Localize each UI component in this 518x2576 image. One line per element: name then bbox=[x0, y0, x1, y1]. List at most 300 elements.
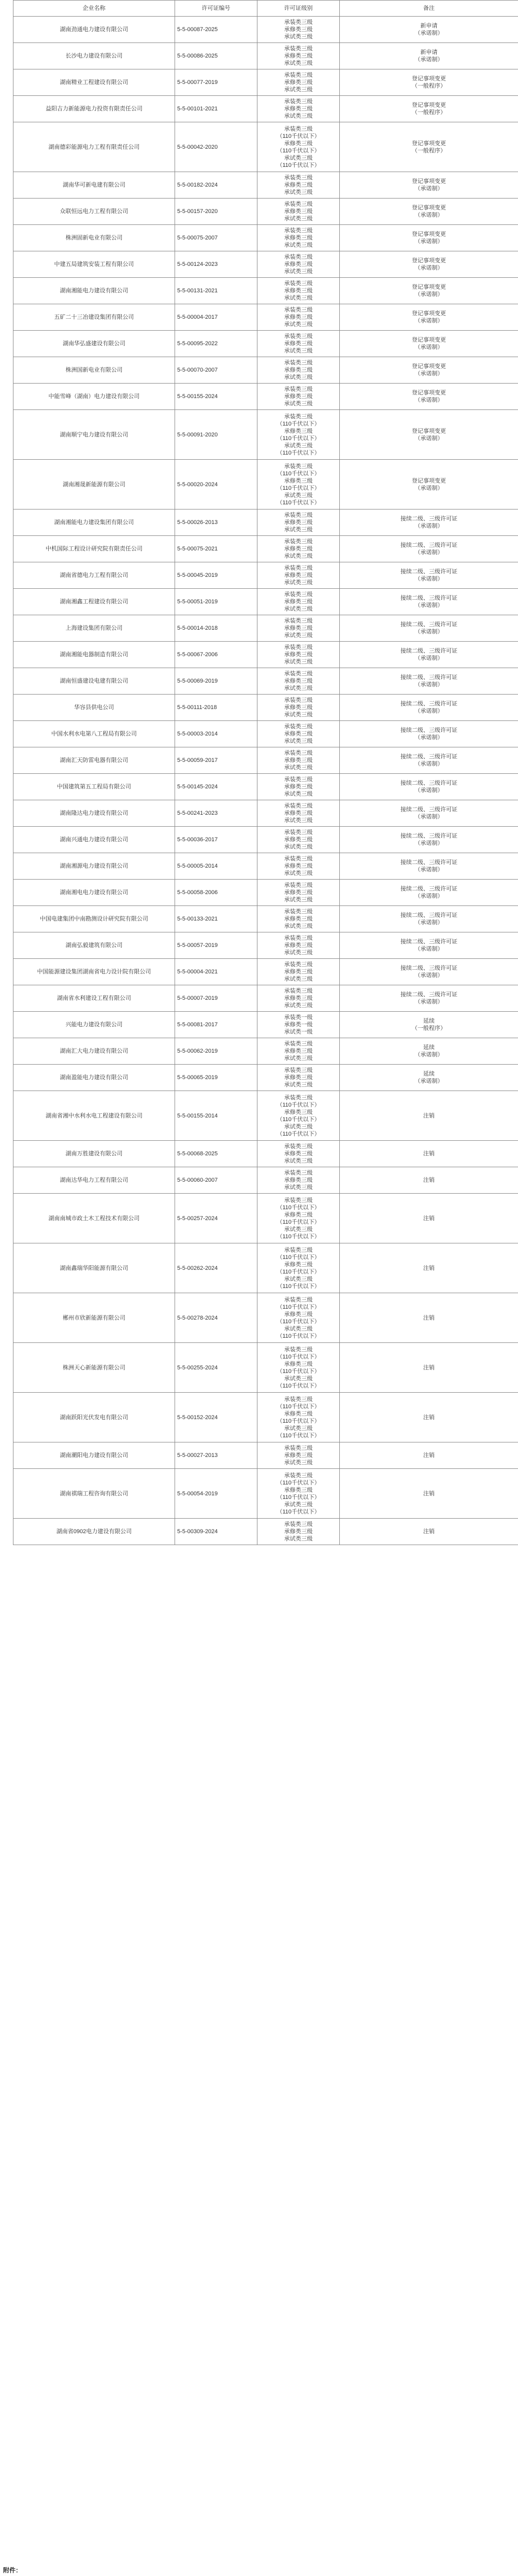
permit-level-line: 承试类三级 bbox=[284, 321, 313, 328]
header-company-name: 企业名称 bbox=[13, 1, 175, 17]
permit-number-cell: 5-5-00051-2019 bbox=[175, 589, 257, 615]
company-name-cell: 华容县供电公司 bbox=[13, 695, 175, 721]
permit-level-line: 承装类三级 bbox=[284, 175, 313, 181]
permit-number-cell: 5-5-00091-2020 bbox=[175, 410, 257, 460]
permit-number-cell: 5-5-00309-2024 bbox=[175, 1519, 257, 1545]
table-row bbox=[13, 1469, 518, 1519]
permit-level-line: 承试类三级 bbox=[284, 1184, 313, 1191]
company-name-cell: 兴能电力建设有限公司 bbox=[13, 1012, 175, 1038]
remarks-cell bbox=[340, 1167, 518, 1194]
remarks-cell bbox=[340, 331, 518, 357]
table-row bbox=[13, 536, 518, 562]
permit-level-cell bbox=[257, 357, 340, 384]
permit-level-line: 承试类三级 bbox=[284, 923, 313, 929]
permit-level-line: 承试类三级 bbox=[284, 295, 313, 301]
permit-level-line: 承试类三级 bbox=[284, 817, 313, 824]
company-name-cell: 湖南潮阳电力建设有限公司 bbox=[13, 1442, 175, 1469]
permit-level-line: 承装类三级 bbox=[284, 776, 313, 783]
table-row bbox=[13, 695, 518, 721]
permit-level-line: 承修类三级 bbox=[284, 314, 313, 320]
permit-level-line: 承装类三级 bbox=[284, 829, 313, 836]
permit-level-line: 承装类三级 bbox=[284, 386, 313, 392]
permit-level-cell bbox=[257, 384, 340, 410]
permit-level-line: 承试类三级 bbox=[284, 60, 313, 66]
remarks-line: 接续二级、三级许可证 bbox=[400, 674, 457, 681]
permit-level-line: 承装类三级 bbox=[284, 856, 313, 862]
remarks-line: 登记事项变更 bbox=[412, 178, 446, 185]
remarks-line: 登记事项变更 bbox=[412, 140, 446, 147]
remarks-cell bbox=[340, 1038, 518, 1065]
permit-level-cell bbox=[257, 615, 340, 642]
permit-number-cell: 5-5-00070-2007 bbox=[175, 357, 257, 384]
permit-level-line: 承试类三级 bbox=[284, 659, 313, 665]
company-name-cell: 长沙电力建设有限公司 bbox=[13, 43, 175, 69]
permit-level-line: 承装类三级 bbox=[284, 201, 313, 207]
permit-level-line: 承试类一级 bbox=[284, 1029, 313, 1035]
permit-number-cell: 5-5-00257-2024 bbox=[175, 1194, 257, 1243]
table-row bbox=[13, 615, 518, 642]
permit-number-cell: 5-5-00058-2006 bbox=[175, 880, 257, 906]
remarks-cell bbox=[340, 410, 518, 460]
remarks-line: （承诺制） bbox=[414, 814, 443, 820]
permit-level-cell bbox=[257, 1442, 340, 1469]
permit-level-line: 承试类三级 bbox=[284, 1276, 313, 1282]
remarks-cell bbox=[340, 1243, 518, 1293]
remarks-cell bbox=[340, 1141, 518, 1167]
permit-level-line: 承试类三级 bbox=[284, 189, 313, 195]
permit-level-line: 承装类三级 bbox=[284, 644, 313, 650]
permit-level-line: （110千伏以下） bbox=[277, 1333, 320, 1339]
permit-level-line: 承修类三级 bbox=[284, 341, 313, 347]
permit-level-line: （110千伏以下） bbox=[277, 1318, 320, 1325]
permit-level-line: 承修类三级 bbox=[284, 140, 313, 147]
permit-level-line: 承装类三级 bbox=[284, 935, 313, 941]
remarks-line: 接续二级、三级许可证 bbox=[400, 780, 457, 786]
permit-level-cell bbox=[257, 747, 340, 774]
remarks-cell bbox=[340, 43, 518, 69]
remarks-cell bbox=[340, 589, 518, 615]
permit-level-line: 承试类三级 bbox=[284, 844, 313, 850]
remarks-cell bbox=[340, 304, 518, 331]
remarks-line: 延续 bbox=[423, 1071, 435, 1077]
table-row bbox=[13, 17, 518, 43]
company-name-cell: 中国能源建设集团湖南省电力设计院有限公司 bbox=[13, 959, 175, 985]
remarks-line: （一般程序） bbox=[412, 147, 446, 154]
company-name-cell: 上海建设集团有限公司 bbox=[13, 615, 175, 642]
permit-level-line: 承试类三级 bbox=[284, 553, 313, 559]
permit-level-cell bbox=[257, 1243, 340, 1293]
permit-level-line: 承装类三级 bbox=[284, 1445, 313, 1451]
permit-level-cell bbox=[257, 1012, 340, 1038]
remarks-cell bbox=[340, 642, 518, 668]
permit-level-line: 承试类三级 bbox=[284, 527, 313, 533]
permit-level-line: 承装类三级 bbox=[284, 413, 313, 420]
remarks-line: （一般程序） bbox=[412, 109, 446, 116]
permit-number-cell: 5-5-00131-2021 bbox=[175, 278, 257, 304]
permit-number-cell: 5-5-00255-2024 bbox=[175, 1343, 257, 1393]
permit-number-cell: 5-5-00004-2017 bbox=[175, 304, 257, 331]
permit-level-cell bbox=[257, 774, 340, 800]
permit-level-line: 承试类三级 bbox=[284, 950, 313, 956]
permit-level-cell bbox=[257, 906, 340, 932]
table-row bbox=[13, 642, 518, 668]
company-name-cell: 湖南华可新电建有限公司 bbox=[13, 172, 175, 199]
permit-number-cell: 5-5-00027-2013 bbox=[175, 1442, 257, 1469]
table-row bbox=[13, 774, 518, 800]
remarks-line: （承诺制） bbox=[414, 946, 443, 952]
company-name-cell: 中能雪峰（湖南）电力建设有限公司 bbox=[13, 384, 175, 410]
table-row bbox=[13, 589, 518, 615]
remarks-line: （一般程序） bbox=[412, 83, 446, 89]
company-name-cell: 湖南鑫瑞华阳能源有限公司 bbox=[13, 1243, 175, 1293]
remarks-line: （承诺制） bbox=[414, 655, 443, 661]
permit-level-cell bbox=[257, 225, 340, 251]
company-name-cell: 湖南省德电力工程有限公司 bbox=[13, 562, 175, 589]
permit-number-cell: 5-5-00155-2014 bbox=[175, 1091, 257, 1141]
remarks-line: （承诺制） bbox=[414, 549, 443, 556]
permit-number-cell: 5-5-00095-2022 bbox=[175, 331, 257, 357]
permit-level-line: 承修类三级 bbox=[284, 863, 313, 869]
permit-level-cell bbox=[257, 959, 340, 985]
remarks-line: （承诺制） bbox=[414, 1078, 443, 1084]
permit-level-line: 承装类三级 bbox=[284, 1472, 313, 1479]
remarks-line: 注销 bbox=[423, 1490, 435, 1497]
remarks-cell bbox=[340, 1519, 518, 1545]
permit-level-line: 承修类三级 bbox=[284, 428, 313, 434]
remarks-line: （承诺制） bbox=[414, 265, 443, 271]
permit-level-line: 承试类三级 bbox=[284, 348, 313, 354]
permit-level-cell bbox=[257, 1194, 340, 1243]
permit-level-line: 承修类三级 bbox=[284, 26, 313, 33]
table-row bbox=[13, 1065, 518, 1091]
permit-level-line: 承试类三级 bbox=[284, 1375, 313, 1382]
permit-level-line: 承试类三级 bbox=[284, 1158, 313, 1164]
permit-number-cell: 5-5-00086-2025 bbox=[175, 43, 257, 69]
company-name-cell: 中国电建集团中南勘测设计研究院有限公司 bbox=[13, 906, 175, 932]
remarks-cell bbox=[340, 853, 518, 880]
company-name-cell: 湖南华弘盛建设有限公司 bbox=[13, 331, 175, 357]
permit-level-line: （110千伏以下） bbox=[277, 499, 320, 506]
permit-level-line: 承修类三级 bbox=[284, 288, 313, 294]
permit-level-line: 承修类三级 bbox=[284, 784, 313, 790]
table-row bbox=[13, 1293, 518, 1343]
permit-number-cell: 5-5-00262-2024 bbox=[175, 1243, 257, 1293]
permit-number-cell: 5-5-00101-2021 bbox=[175, 96, 257, 122]
permit-level-line: 承装类一级 bbox=[284, 1014, 313, 1021]
permit-level-line: （110千伏以下） bbox=[277, 1508, 320, 1515]
permit-level-line: 承试类三级 bbox=[284, 897, 313, 903]
remarks-line: 注销 bbox=[423, 1452, 435, 1459]
remarks-line: 注销 bbox=[423, 1414, 435, 1421]
remarks-line: 登记事项变更 bbox=[412, 337, 446, 343]
permit-level-cell bbox=[257, 1065, 340, 1091]
permit-level-line: 承装类三级 bbox=[284, 333, 313, 339]
permit-level-line: 承装类三级 bbox=[284, 125, 313, 132]
company-name-cell: 湖南隆达电力建设有限公司 bbox=[13, 800, 175, 827]
permit-level-line: （110千伏以下） bbox=[277, 1304, 320, 1310]
remarks-line: 接续二级、三级许可证 bbox=[400, 648, 457, 654]
table-row bbox=[13, 932, 518, 959]
company-name-cell: 湖南湘源电力建设有限公司 bbox=[13, 853, 175, 880]
permit-level-line: 承试类三级 bbox=[284, 765, 313, 771]
permit-level-cell bbox=[257, 304, 340, 331]
table-row bbox=[13, 384, 518, 410]
remarks-cell bbox=[340, 1091, 518, 1141]
permit-level-line: 承试类三级 bbox=[284, 1226, 313, 1233]
permit-level-line: （110千伏以下） bbox=[277, 1233, 320, 1240]
company-name-cell: 株洲固新电业有限公司 bbox=[13, 225, 175, 251]
remarks-line: 接续二级、三级许可证 bbox=[400, 621, 457, 628]
permit-number-cell: 5-5-00057-2019 bbox=[175, 932, 257, 959]
permit-level-line: （110千伏以下） bbox=[277, 1494, 320, 1501]
permit-number-cell: 5-5-00005-2014 bbox=[175, 853, 257, 880]
table-row bbox=[13, 906, 518, 932]
permit-level-line: 承试类三级 bbox=[284, 1460, 313, 1466]
permit-level-cell bbox=[257, 668, 340, 695]
permit-level-line: 承试类三级 bbox=[284, 1123, 313, 1130]
table-row bbox=[13, 172, 518, 199]
permit-level-line: 承修类三级 bbox=[284, 208, 313, 215]
permit-level-line: 承修类三级 bbox=[284, 572, 313, 578]
permit-level-line: 承修类三级 bbox=[284, 79, 313, 86]
remarks-cell bbox=[340, 384, 518, 410]
table-row bbox=[13, 1243, 518, 1293]
remarks-line: （承诺制） bbox=[414, 435, 443, 442]
company-name-cell: 湖南祺瑞工程咨询有限公司 bbox=[13, 1469, 175, 1519]
permit-level-line: 承修类三级 bbox=[284, 837, 313, 843]
permit-level-line: 承装类三级 bbox=[284, 46, 313, 52]
remarks-line: （承诺制） bbox=[414, 291, 443, 298]
permit-level-line: 承试类三级 bbox=[284, 113, 313, 119]
company-name-cell: 湖南达华电力工程有限公司 bbox=[13, 1167, 175, 1194]
permit-level-line: （110千伏以下） bbox=[277, 470, 320, 477]
company-name-cell: 中机国际工程设计研究院有限责任公司 bbox=[13, 536, 175, 562]
remarks-line: 登记事项变更 bbox=[412, 428, 446, 434]
permit-level-cell bbox=[257, 199, 340, 225]
permit-level-line: 承试类三级 bbox=[284, 685, 313, 691]
company-name-cell: 五矿二十三冶建设集团有限公司 bbox=[13, 304, 175, 331]
permit-level-line: 承试类三级 bbox=[284, 1536, 313, 1542]
permit-level-line: 承试类三级 bbox=[284, 492, 313, 499]
table-row bbox=[13, 1393, 518, 1442]
permit-level-cell bbox=[257, 1469, 340, 1519]
table-row bbox=[13, 1141, 518, 1167]
permit-level-cell bbox=[257, 96, 340, 122]
permit-level-line: 承修类三级 bbox=[284, 731, 313, 737]
company-name-cell: 众联恒远电力工程有限公司 bbox=[13, 199, 175, 225]
table-row bbox=[13, 853, 518, 880]
remarks-cell bbox=[340, 251, 518, 278]
table-row bbox=[13, 880, 518, 906]
remarks-line: 注销 bbox=[423, 1265, 435, 1271]
permit-level-line: 承试类三级 bbox=[284, 579, 313, 586]
company-name-cell: 湖南汇大电力建设有限公司 bbox=[13, 1038, 175, 1065]
remarks-cell bbox=[340, 122, 518, 172]
permit-number-cell: 5-5-00062-2019 bbox=[175, 1038, 257, 1065]
table-row bbox=[13, 1519, 518, 1545]
remarks-cell bbox=[340, 1343, 518, 1393]
remarks-line: 接续二级、三级许可证 bbox=[400, 516, 457, 522]
permit-number-cell: 5-5-00065-2019 bbox=[175, 1065, 257, 1091]
header-remarks: 备注 bbox=[340, 1, 518, 17]
company-name-cell: 湖南恒盛建设电建有限公司 bbox=[13, 668, 175, 695]
remarks-line: （承诺制） bbox=[414, 629, 443, 635]
permit-number-cell: 5-5-00068-2025 bbox=[175, 1141, 257, 1167]
permit-level-cell bbox=[257, 251, 340, 278]
company-name-cell: 湖南万胜建设有限公司 bbox=[13, 1141, 175, 1167]
company-name-cell: 湖南兴通电力建设有限公司 bbox=[13, 827, 175, 853]
remarks-cell bbox=[340, 562, 518, 589]
table-row bbox=[13, 1038, 518, 1065]
permit-level-line: 承装类三级 bbox=[284, 724, 313, 730]
table-row bbox=[13, 668, 518, 695]
permit-level-line: （110千伏以下） bbox=[277, 449, 320, 456]
table-row bbox=[13, 959, 518, 985]
permit-level-cell bbox=[257, 642, 340, 668]
remarks-line: 接续二级、三级许可证 bbox=[400, 754, 457, 760]
permit-number-cell: 5-5-00155-2024 bbox=[175, 384, 257, 410]
permit-level-line: 承修类一级 bbox=[284, 1022, 313, 1028]
company-name-cell: 湖南湘能电力建设集团有限公司 bbox=[13, 509, 175, 536]
permit-level-line: 承修类三级 bbox=[284, 599, 313, 605]
permit-level-line: （110千伏以下） bbox=[277, 1204, 320, 1211]
company-name-cell: 湖南跃阳光伏发电有限公司 bbox=[13, 1393, 175, 1442]
permit-number-cell: 5-5-00152-2024 bbox=[175, 1393, 257, 1442]
permit-level-line: 承修类三级 bbox=[284, 261, 313, 267]
permit-level-line: 承修类三级 bbox=[284, 1048, 313, 1054]
permit-level-line: （110千伏以下） bbox=[277, 1283, 320, 1290]
permit-level-cell bbox=[257, 695, 340, 721]
permit-level-cell bbox=[257, 932, 340, 959]
permit-level-line: 承试类三级 bbox=[284, 1325, 313, 1332]
permit-level-line: （110千伏以下） bbox=[277, 1432, 320, 1439]
remarks-line: 新申请 bbox=[420, 23, 438, 29]
remarks-line: 接续二级、三级许可证 bbox=[400, 833, 457, 839]
company-name-cell: 湖南弘毅建筑有限公司 bbox=[13, 932, 175, 959]
remarks-line: 接续二级、三级许可证 bbox=[400, 912, 457, 918]
permit-level-line: 承修类三级 bbox=[284, 1211, 313, 1218]
company-name-cell: 湖南湘能电力建设有限公司 bbox=[13, 278, 175, 304]
permit-level-line: 承试类三级 bbox=[284, 606, 313, 612]
permit-level-line: （110千伏以下） bbox=[277, 485, 320, 491]
company-name-cell: 湖南省0902电力建设有限公司 bbox=[13, 1519, 175, 1545]
permit-level-line: 承装类三级 bbox=[284, 72, 313, 78]
permit-level-cell bbox=[257, 509, 340, 536]
remarks-line: （承诺制） bbox=[414, 867, 443, 873]
permit-level-line: 承装类三级 bbox=[284, 1346, 313, 1353]
permit-number-cell: 5-5-00069-2019 bbox=[175, 668, 257, 695]
permit-level-line: 承装类三级 bbox=[284, 1067, 313, 1073]
permit-level-line: （110千伏以下） bbox=[277, 1382, 320, 1389]
table-row bbox=[13, 331, 518, 357]
remarks-line: 登记事项变更 bbox=[412, 205, 446, 211]
remarks-line: （承诺制） bbox=[414, 602, 443, 608]
permit-level-line: 承装类三级 bbox=[284, 1094, 313, 1101]
permit-level-line: 承修类三级 bbox=[284, 235, 313, 241]
permit-level-line: 承修类三级 bbox=[284, 810, 313, 816]
permit-number-cell: 5-5-00036-2017 bbox=[175, 827, 257, 853]
remarks-cell bbox=[340, 747, 518, 774]
remarks-cell bbox=[340, 800, 518, 827]
permit-level-line: 承修类三级 bbox=[284, 704, 313, 711]
permit-level-cell bbox=[257, 331, 340, 357]
permit-level-cell bbox=[257, 589, 340, 615]
table-row bbox=[13, 357, 518, 384]
permit-level-line: 承试类三级 bbox=[284, 870, 313, 876]
header-permit-number: 许可证编号 bbox=[175, 1, 257, 17]
permit-level-line: 承试类三级 bbox=[284, 216, 313, 222]
remarks-cell bbox=[340, 959, 518, 985]
permit-number-cell: 5-5-00077-2019 bbox=[175, 69, 257, 96]
remarks-line: 注销 bbox=[423, 1112, 435, 1119]
permit-level-line: 承装类三级 bbox=[284, 280, 313, 287]
permit-level-line: 承试类三级 bbox=[284, 791, 313, 797]
company-name-cell: 湖南德彩能源电力工程有限责任公司 bbox=[13, 122, 175, 172]
remarks-cell bbox=[340, 1194, 518, 1243]
remarks-line: （承诺制） bbox=[414, 318, 443, 324]
remarks-cell bbox=[340, 17, 518, 43]
permit-level-line: 承试类三级 bbox=[284, 976, 313, 982]
remarks-line: 登记事项变更 bbox=[412, 102, 446, 108]
permit-level-cell bbox=[257, 985, 340, 1012]
remarks-line: （承诺制） bbox=[414, 682, 443, 688]
remarks-line: （承诺制） bbox=[414, 840, 443, 846]
permit-level-line: （110千伏以下） bbox=[277, 1254, 320, 1261]
permit-number-cell: 5-5-00007-2019 bbox=[175, 985, 257, 1012]
permit-level-line: 承修类三级 bbox=[284, 53, 313, 59]
permit-number-cell: 5-5-00182-2024 bbox=[175, 172, 257, 199]
permit-level-cell bbox=[257, 122, 340, 172]
permit-level-line: 承修类三级 bbox=[284, 969, 313, 975]
remarks-line: 接续二级、三级许可证 bbox=[400, 806, 457, 813]
permit-level-line: （110千伏以下） bbox=[277, 1368, 320, 1375]
permit-level-line: 承装类三级 bbox=[284, 1396, 313, 1403]
permit-level-line: 承装类三级 bbox=[284, 882, 313, 888]
remarks-cell bbox=[340, 985, 518, 1012]
permit-level-line: 承装类三级 bbox=[284, 1041, 313, 1047]
permit-level-line: 承试类三级 bbox=[284, 87, 313, 93]
permit-number-cell: 5-5-00060-2007 bbox=[175, 1167, 257, 1194]
permit-level-line: 承试类三级 bbox=[284, 1501, 313, 1508]
permit-level-line: 承修类三级 bbox=[284, 1177, 313, 1183]
remarks-line: （承诺制） bbox=[414, 523, 443, 529]
remarks-line: （承诺制） bbox=[414, 344, 443, 350]
remarks-cell bbox=[340, 880, 518, 906]
permit-number-cell: 5-5-00133-2021 bbox=[175, 906, 257, 932]
permit-level-line: 承修类三级 bbox=[284, 1452, 313, 1459]
table-row bbox=[13, 96, 518, 122]
permit-level-cell bbox=[257, 800, 340, 827]
permit-level-line: 承修类三级 bbox=[284, 1311, 313, 1318]
remarks-line: （承诺制） bbox=[414, 238, 443, 245]
permit-level-line: 承试类三级 bbox=[284, 1082, 313, 1088]
permit-level-line: 承装类三级 bbox=[284, 961, 313, 968]
table-body bbox=[13, 17, 518, 1545]
remarks-cell bbox=[340, 96, 518, 122]
company-name-cell: 株洲国新电业有限公司 bbox=[13, 357, 175, 384]
permit-level-cell bbox=[257, 172, 340, 199]
permit-level-line: 承试类三级 bbox=[284, 1055, 313, 1061]
permit-number-cell: 5-5-00241-2023 bbox=[175, 800, 257, 827]
remarks-line: 注销 bbox=[423, 1528, 435, 1535]
permit-level-cell bbox=[257, 1393, 340, 1442]
permit-level-line: 承试类三级 bbox=[284, 1002, 313, 1009]
remarks-line: 注销 bbox=[423, 1151, 435, 1157]
remarks-line: 注销 bbox=[423, 1177, 435, 1183]
remarks-line: 接续二级、三级许可证 bbox=[400, 595, 457, 601]
remarks-cell bbox=[340, 460, 518, 509]
permit-level-line: 承试类三级 bbox=[284, 268, 313, 275]
